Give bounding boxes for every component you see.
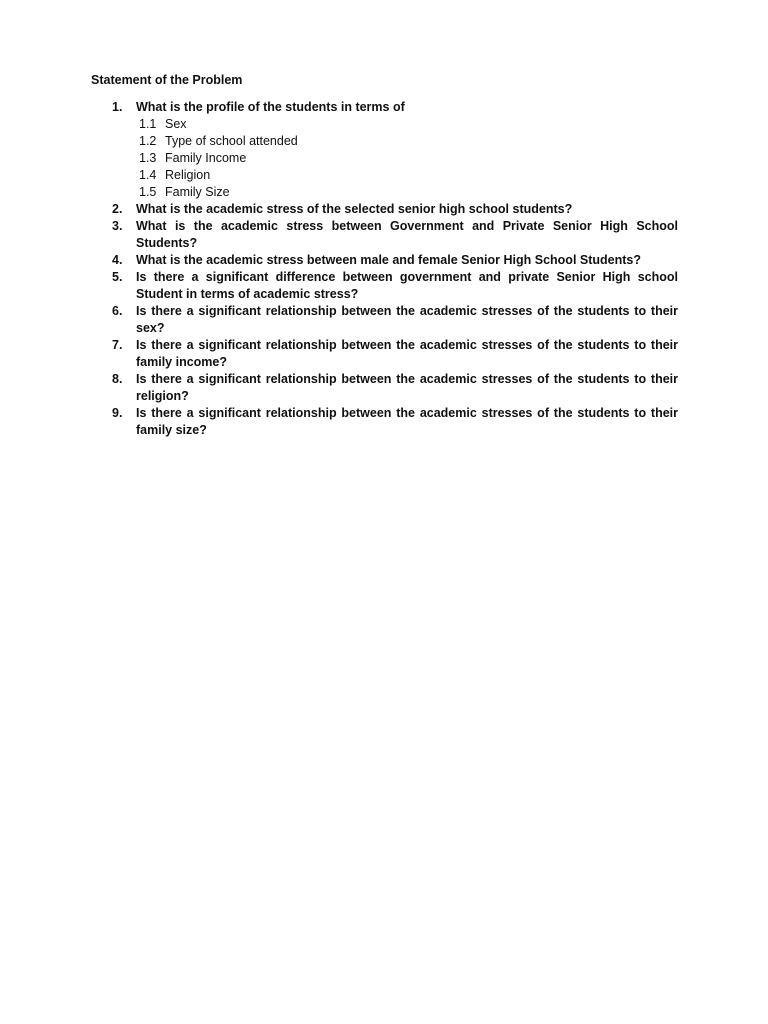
sub-list-item	[139, 116, 678, 133]
list-item	[108, 252, 678, 269]
item-text: Is there a significant relationship between the academic stresses of the students to their sex?	[136, 304, 678, 335]
item-text: Is there a significant difference between government and private Senior High school Student in terms of academic stress?	[136, 270, 678, 301]
item-text: What is the profile of the students in terms of	[136, 100, 405, 114]
item-number: 8.	[112, 372, 123, 386]
subitem-number: 1.3	[139, 151, 157, 165]
subitem-text: Family Size	[165, 185, 230, 199]
item-number: 3.	[112, 219, 123, 233]
subitem-number: 1.5	[139, 185, 157, 199]
item-number: 2.	[112, 202, 123, 216]
list-item	[108, 337, 678, 371]
profile-subitems	[136, 116, 678, 201]
subitem-text: Type of school attended	[165, 134, 298, 148]
list-item	[108, 371, 678, 405]
sub-list-item	[139, 184, 678, 201]
item-text: What is the academic stress between Government and Private Senior High School Students?	[136, 219, 678, 250]
sub-list-item	[139, 150, 678, 167]
item-number: 9.	[112, 406, 123, 420]
item-text: Is there a significant relationship between the academic stresses of the students to their family size?	[136, 406, 678, 437]
item-number: 7.	[112, 338, 123, 352]
list-item	[108, 303, 678, 337]
problem-list	[108, 99, 678, 439]
item-number: 4.	[112, 253, 123, 267]
item-text: What is the academic stress between male and female Senior High School Students?	[136, 253, 641, 267]
subitem-number: 1.1	[139, 117, 157, 131]
item-number: 1.	[112, 100, 123, 114]
item-text: Is there a significant relationship between the academic stresses of the students to their family income?	[136, 338, 678, 369]
subitem-text: Religion	[165, 168, 211, 182]
subitem-number: 1.2	[139, 134, 157, 148]
list-item	[108, 99, 678, 201]
sub-list-item	[139, 167, 678, 184]
page-title: Statement of the Problem	[91, 73, 243, 87]
list-item	[108, 269, 678, 303]
subitem-number: 1.4	[139, 168, 157, 182]
subitem-text: Family Income	[165, 151, 247, 165]
item-number: 6.	[112, 304, 123, 318]
item-text: What is the academic stress of the selected senior high school students?	[136, 202, 573, 216]
list-item	[108, 405, 678, 439]
list-item	[108, 218, 678, 252]
subitem-text: Sex	[165, 117, 187, 131]
sub-list-item	[139, 133, 678, 150]
item-number: 5.	[112, 270, 123, 284]
list-item	[108, 201, 678, 218]
item-text: Is there a significant relationship between the academic stresses of the students to their religion?	[136, 372, 678, 403]
